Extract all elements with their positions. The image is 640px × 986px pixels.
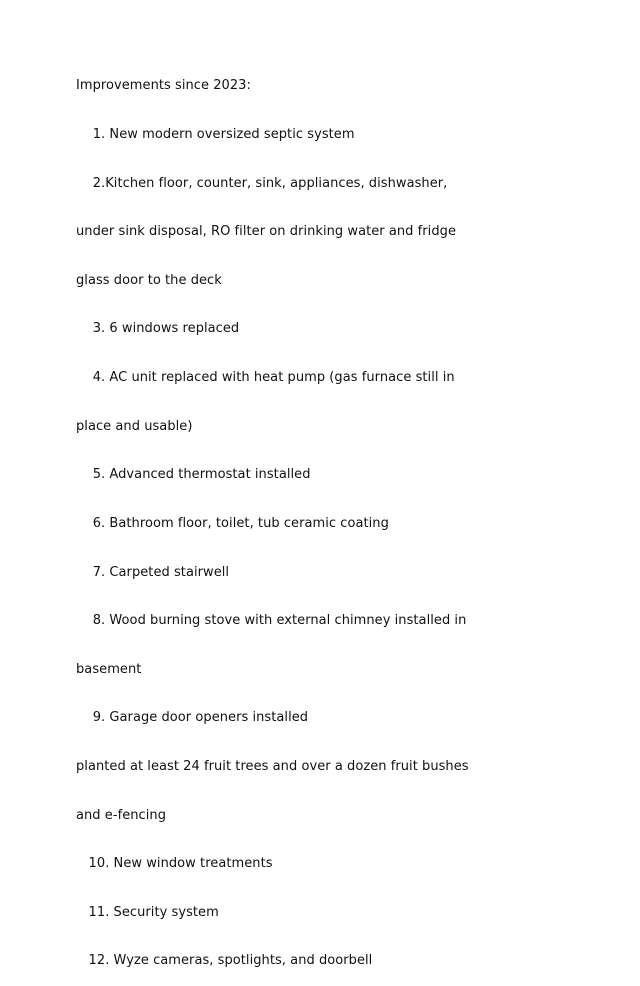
list-item: 11. Security system [76, 904, 219, 920]
list-item: 7. Carpeted stairwell [76, 564, 230, 580]
list-item: 4. AC unit replaced with heat pump (gas furnace still in [76, 370, 455, 386]
document-body [76, 46, 556, 986]
list-item-continuation: place and usable) [76, 418, 193, 434]
list-item-continuation: basement [76, 661, 142, 677]
list-item: 5. Advanced thermostat installed [76, 467, 311, 483]
document-heading: Improvements since 2023: [76, 78, 251, 94]
list-item: 12. Wyze cameras, spotlights, and doorbell [76, 953, 373, 969]
list-item-continuation: under sink disposal, RO filter on drinking water and fridge [76, 224, 457, 240]
plain-text-line: planted at least 24 fruit trees and over a dozen fruit bushes [76, 758, 469, 774]
list-item: 2.Kitchen floor, counter, sink, appliances, dishwasher, [76, 175, 448, 191]
list-item: 3. 6 windows replaced [76, 321, 240, 337]
list-item-continuation: glass door to the deck [76, 272, 222, 288]
plain-text-line: and e-fencing [76, 807, 166, 823]
list-item: 6. Bathroom floor, toilet, tub ceramic coating [76, 515, 389, 531]
list-item: 9. Garage door openers installed [76, 710, 309, 726]
list-item: 1. New modern oversized septic system [76, 127, 355, 143]
list-item: 10. New window treatments [76, 856, 273, 872]
list-item: 8. Wood burning stove with external chimney installed in [76, 613, 467, 629]
